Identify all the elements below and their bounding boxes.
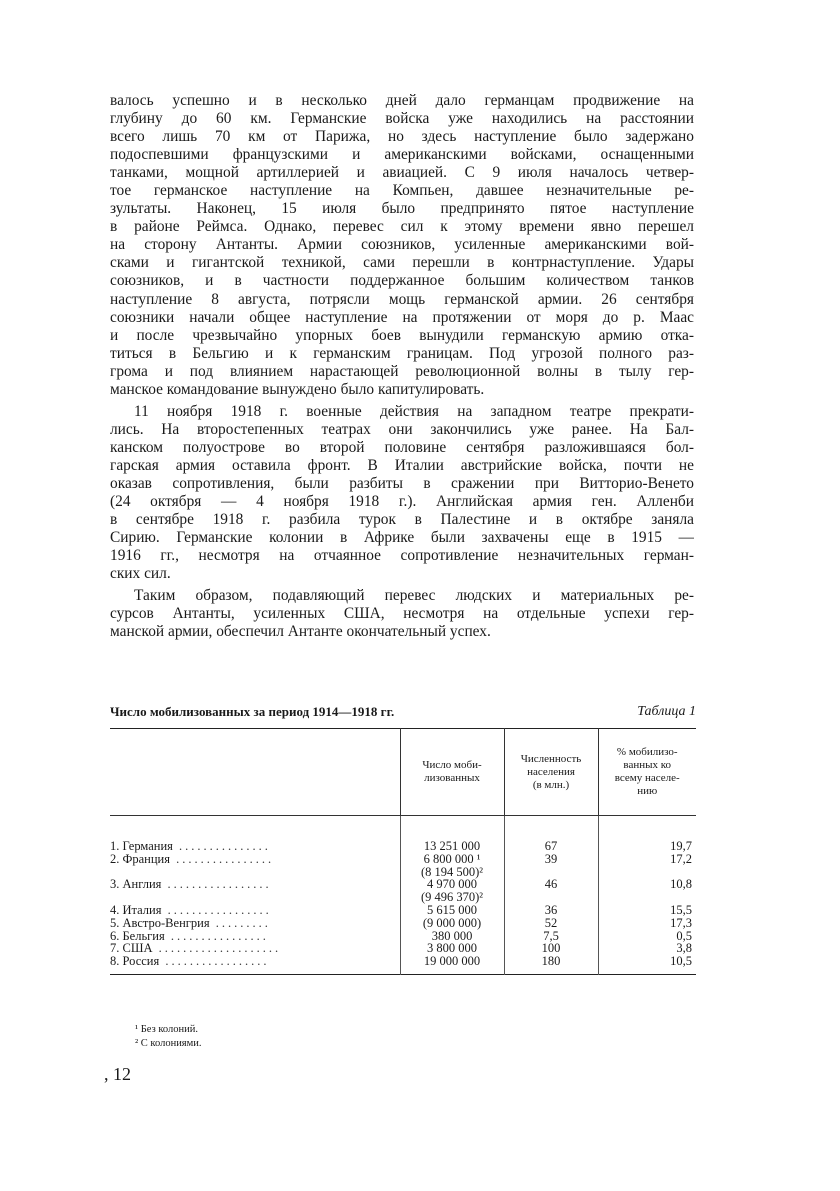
text-line: 1916 гг., несмотря на отчаянное сопротивление незначительных герман-	[110, 547, 694, 565]
leader-dots: ....................	[152, 941, 282, 956]
leader-dots: ................	[164, 928, 269, 943]
row-population: 7,5	[504, 930, 598, 943]
mobilization-table	[110, 728, 696, 975]
country-name: 2. Франция	[110, 851, 170, 866]
text-line: манское командование вынуждено было капитулировать.	[110, 380, 485, 398]
mobilized-value: (9 000 000)	[422, 915, 482, 930]
mobilized-value: 13 251 000	[423, 839, 481, 853]
row-percent: 0,5	[598, 930, 696, 943]
text-line: титься в Бельгию и к германским границам. Под угрозой полного раз-	[110, 344, 694, 362]
row-population: 39	[504, 853, 598, 879]
country-name: 7. США	[110, 941, 153, 956]
header-blank	[110, 729, 400, 816]
text-line: зультаты. Наконец, 15 июля было предпринято пятое наступление	[110, 200, 694, 218]
mobilized-value: 380 000	[431, 928, 473, 943]
row-percent: 15,5	[598, 904, 696, 917]
text-line: в районе Реймса. Однако, перевес сил к этому времени явно перешел	[110, 218, 694, 236]
page-number-value: 12	[113, 1064, 131, 1084]
text-line: 11 ноября 1918 г. военные действия на западном театре прекрати-	[134, 402, 694, 420]
country-name: 8. Россия	[110, 954, 160, 969]
country-name: 4. Италия	[110, 902, 162, 917]
row-percent: 10,5	[598, 955, 696, 974]
leader-dots: ................	[170, 851, 275, 866]
text-line: сками и гигантской техникой, сами перешли в контрнаступление. Удары	[110, 254, 694, 272]
footnote-2: ² С колониями.	[135, 1038, 202, 1049]
row-mobilized	[400, 853, 504, 879]
text-line: всего лишь 70 км от Парижа, но здесь наступление было задержано	[110, 128, 694, 146]
row-percent: 17,2	[598, 853, 696, 879]
table-row	[110, 878, 696, 904]
leader-dots: ...............	[172, 839, 271, 853]
text-line: глубину до 60 км. Германские войска уже находились на расстоянии	[110, 110, 694, 128]
table-body	[110, 816, 696, 975]
spacer-row	[110, 816, 696, 841]
table-label: Таблица 1	[637, 704, 696, 719]
table-caption-text: Число мобилизованных за период 1914—1918 гг.	[110, 704, 395, 719]
table-row	[110, 853, 696, 879]
text-line: грома и под влиянием нарастающей революционной волны в тылу гер-	[110, 362, 694, 380]
table-row	[110, 955, 696, 974]
country-name: 6. Бельгия	[110, 928, 165, 943]
row-country	[110, 878, 400, 904]
table-caption	[110, 704, 696, 720]
text-line: Сирию. Германские колонии в Африке были захвачены еще в 1915 —	[110, 529, 694, 547]
mobilized-value: 4 970 000	[427, 877, 477, 892]
mobilized-with-colonies: (8 194 500)²	[420, 864, 484, 879]
mobilized-value: 5 615 000	[427, 902, 477, 917]
text-line: оказав сопротивления, были разбиты в сражении при Витторио-Венето	[110, 474, 694, 492]
text-line: союзников, и в частности поддержанное большим количеством танков	[110, 272, 694, 290]
text-line: манской армии, обеспечил Антанте окончательный успех.	[110, 623, 491, 641]
footnote-1: ¹ Без колоний.	[135, 1024, 199, 1035]
row-population: 180	[504, 955, 598, 974]
text-line: лись. На второстепенных театрах они закончились уже ранее. На Бал-	[110, 420, 694, 438]
body-text	[110, 92, 694, 641]
row-population: 36	[504, 904, 598, 917]
row-population: 46	[504, 878, 598, 904]
row-mobilized	[400, 878, 504, 904]
row-mobilized	[400, 840, 504, 853]
row-percent: 3,8	[598, 942, 696, 955]
row-population: 67	[504, 840, 598, 853]
row-mobilized	[400, 917, 504, 930]
header-population: Численность населения (в млн.)	[504, 729, 598, 816]
text-line: (24 октября — 4 ноября 1918 г.). Английская армия ген. Алленби	[110, 493, 694, 511]
text-line: сурсов Антанты, усиленных США, несмотря на отдельные успехи гер-	[110, 605, 694, 623]
row-population: 52	[504, 917, 598, 930]
row-country	[110, 853, 400, 879]
text-line: на сторону Антанты. Армии союзников, усиленные американскими вой-	[110, 236, 694, 254]
row-mobilized	[400, 955, 504, 974]
text-line: и после чрезвычайно упорных боев вынудили германскую армию отка-	[110, 326, 694, 344]
text-line: наступление 8 августа, потрясли мощь германской армии. 26 сентября	[110, 290, 694, 308]
row-percent: 17,3	[598, 917, 696, 930]
header-percent: % мобилизо- ванных ко всему населе- нию	[598, 729, 696, 816]
text-line: союзники начали общее наступление на протяжении от моря до р. Маас	[110, 308, 694, 326]
page-number: , 12	[104, 1064, 131, 1084]
text-line: канском полуострове во второй половине сентября разложившаяся бол-	[110, 438, 694, 456]
row-country	[110, 955, 400, 974]
leader-dots: .................	[161, 877, 272, 892]
header-mobilized: Число моби- лизованных	[400, 729, 504, 816]
text-line: подоспевшими французскими и американскими войсками, оснащенными	[110, 146, 694, 164]
text-line: танками, мощной артиллерией и авиацией. С 9 июля началось четвер-	[110, 164, 694, 182]
mobilized-with-colonies: (9 496 370)²	[420, 890, 484, 905]
text-line: Таким образом, подавляющий перевес людских и материальных ре-	[134, 587, 694, 605]
country-name: 1. Германия	[110, 839, 173, 853]
row-percent: 10,8	[598, 878, 696, 904]
row-mobilized	[400, 904, 504, 917]
mobilized-value: 6 800 000 ¹	[423, 851, 481, 866]
country-name: 3. Англия	[110, 877, 162, 892]
text-line: валось успешно и в несколько дней дало германцам продвижение на	[110, 92, 694, 109]
text-line: ских сил.	[110, 565, 171, 583]
text-line: тое германское наступление на Компьен, давшее незначительные ре-	[110, 182, 694, 200]
row-percent: 19,7	[598, 840, 696, 853]
leader-dots: .................	[159, 954, 270, 969]
mobilized-value: 3 800 000	[427, 941, 477, 956]
text-line: гарская армия оставила фронт. В Италии австрийские войска, почти не	[110, 456, 694, 474]
leader-dots: .................	[161, 902, 272, 917]
country-name: 5. Австро-Венгрия	[110, 915, 210, 930]
row-population: 100	[504, 942, 598, 955]
mobilized-value: 19 000 000	[423, 954, 481, 969]
text-line: в сентябре 1918 г. разбила турок в Палестине и в октябре заняла	[110, 511, 694, 529]
leader-dots: .........	[209, 915, 271, 930]
